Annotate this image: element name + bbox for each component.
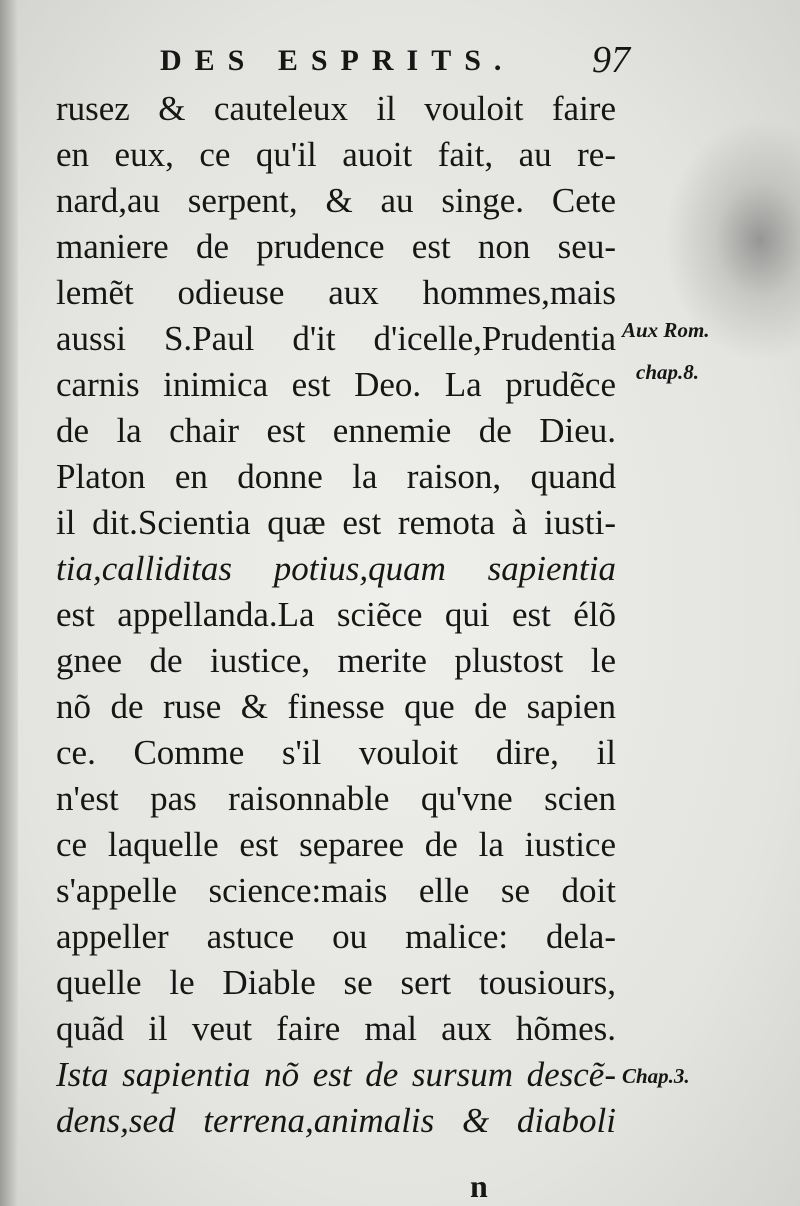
text-line: est appellanda.La sciẽce qui est élõ [56, 595, 616, 634]
text-line: n'est pas raisonnable qu'vne scien [56, 779, 616, 818]
text-line: de la chair est ennemie de Dieu. [56, 411, 616, 450]
text-line: nõ de ruse & finesse que de sapien [56, 687, 616, 726]
body-text [56, 86, 616, 1144]
text-line: Platon en donne la raison, quand [56, 457, 616, 496]
text-line: aussi S.Paul d'it d'icelle,Prudentia [56, 319, 616, 358]
text-line: en eux, ce qu'il auoit fait, au re- [56, 135, 616, 174]
margin-note-aux-rom: Aux Rom. [622, 318, 710, 342]
text-line: maniere de prudence est non seu- [56, 227, 616, 266]
text-line: gnee de iustice, merite plustost le [56, 641, 616, 680]
page-number: 97 [592, 39, 630, 81]
text-line: nard,au serpent, & au singe. Cete [56, 181, 616, 220]
text-line: carnis inimica est Deo. La prudẽce [56, 365, 616, 404]
text-line: il dit.Scientia quæ est remota à iusti- [56, 503, 616, 542]
text-line: dens,sed terrena,animalis & diaboli [56, 1101, 616, 1140]
text-line: lemẽt odieuse aux hommes,mais [56, 273, 616, 312]
running-head [160, 38, 630, 86]
text-line: appeller astuce ou malice: dela- [56, 917, 616, 956]
text-line: ce laquelle est separee de la iustice [56, 825, 616, 864]
running-title: DES ESPRITS. [160, 44, 515, 77]
text-line: rusez & cauteleux il vouloit faire [56, 89, 616, 128]
text-line: quelle le Diable se sert tousiours, [56, 963, 616, 1002]
text-line: Ista sapientia nõ est de sursum descẽ- [56, 1055, 616, 1094]
text-line: tia,calliditas potius,quam sapientia [56, 549, 616, 588]
text-line: ce. Comme s'il vouloit dire, il [56, 733, 616, 772]
margin-note-chap-8: chap.8. [636, 360, 699, 384]
signature-mark: n [470, 1168, 488, 1204]
page-gutter-shadow [0, 0, 18, 1206]
text-line: s'appelle science:mais elle se doit [56, 871, 616, 910]
text-line: quãd il veut faire mal aux hõmes. [56, 1009, 616, 1048]
margin-note-chap-3: Chap.3. [622, 1064, 690, 1088]
